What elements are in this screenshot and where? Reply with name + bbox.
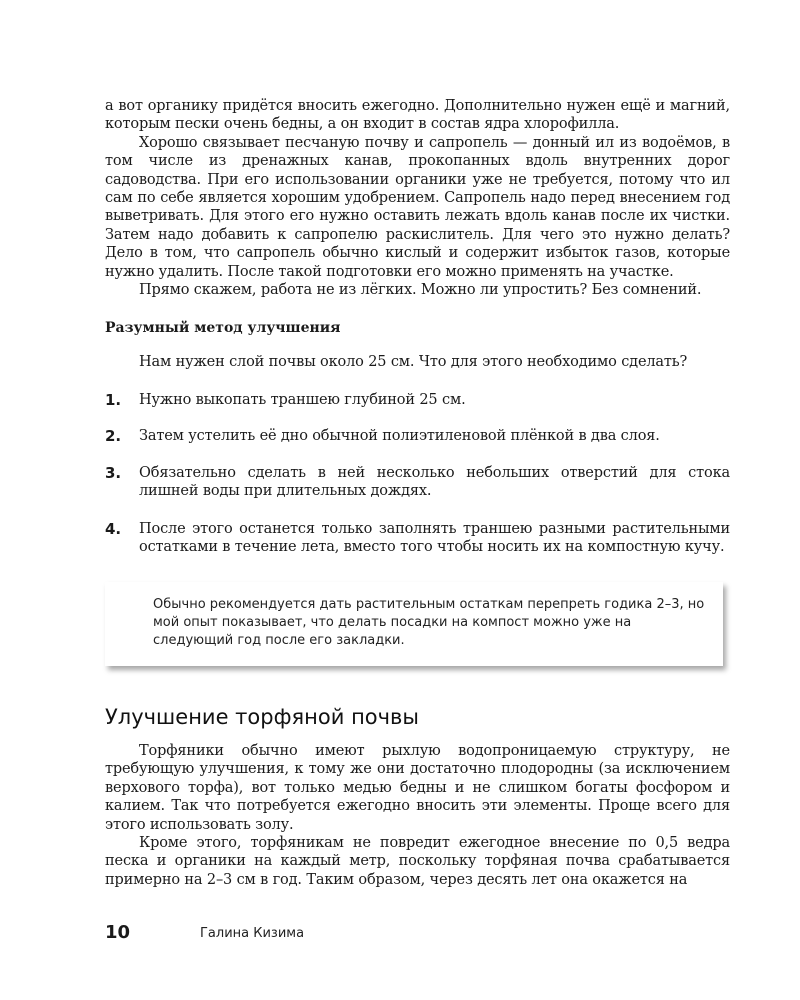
list-item [105,464,730,501]
list-number: 1. [105,391,122,409]
note-text: Обычно рекомендуется дать растительным остаткам перепреть годика 2–3, но мой опыт показывает, что делать посадки на компост можно уже на следующий год после его закладки. [153,597,705,648]
intro-text [105,97,730,299]
list-number: 2. [105,427,122,445]
page-footer [105,922,305,943]
list-number: 3. [105,464,122,482]
list-text: Затем устелить её дно обычной полиэтиленовой плёнкой в два слоя. [139,428,660,444]
paragraph: Хорошо связывает песчаную почву и сапропель — донный ил из водоёмов, в том числе из дренажных канав, прокопанных вдоль внутренних дорог садоводства. При его использовании органики уже не требуется, потому что ил сам по себе является хорошим удобрением. Сапропель надо перед внесением год выветривать. Для этого его нужно оставить лежать вдоль канав после их чистки. Затем надо добавить к сапропелю раскислитель. Для чего это нужно делать? Дело в том, что сапропель обычно кислый и содержит избыток газов, которые нужно удалить. После такой подготовки его можно применять на участке. [105,134,730,280]
paragraph: Прямо скажем, работа не из лёгких. Можно ли упростить? Без сомнений. [139,282,702,299]
list-text: Обязательно сделать в ней несколько небольших отверстий для стока лишней воды при длительных дождях. [139,465,730,500]
lead-paragraph: Нам нужен слой почвы около 25 см. Что для этого необходимо сделать? [139,354,688,370]
list-text: После этого останется только заполнять траншею разными растительными остатками в течение лета, вместо того чтобы носить их на компостную кучу. [139,521,730,556]
note-box [105,582,723,666]
page-number: 10 [105,922,131,943]
list-item [105,391,730,409]
subheading: Разумный метод улучшения [105,320,341,336]
peat-text [105,742,730,889]
section-title: Улучшение торфяной почвы [105,705,420,729]
author-name: Галина Кизима [200,926,305,941]
list-text: Нужно выкопать траншею глубиной 25 см. [139,392,466,408]
list-item [105,427,730,445]
list-item [105,520,730,557]
paragraph: Кроме этого, торфяникам не повредит ежегодное внесение по 0,5 ведра песка и органики на каждый метр, поскольку торфяная почва срабатывается примерно на 2–3 см в год. Таким образом, через десять лет она окажется на [105,835,730,888]
paragraph: Торфяники обычно имеют рыхлую водопроницаемую структуру, не требующую улучшения, к тому же они достаточно плодородны (за исключением верхового торфа), вот только медью бедны и не слишком богаты фосфором и калием. Так что потребуется ежегодно вносить эти элементы. Проще всего для этого использовать золу. [105,743,730,833]
list-number: 4. [105,520,122,538]
paragraph: а вот органику придётся вносить ежегодно. Дополнительно нужен ещё и магний, которым пески очень бедны, а он входит в состав ядра хлорофилла. [105,98,730,133]
